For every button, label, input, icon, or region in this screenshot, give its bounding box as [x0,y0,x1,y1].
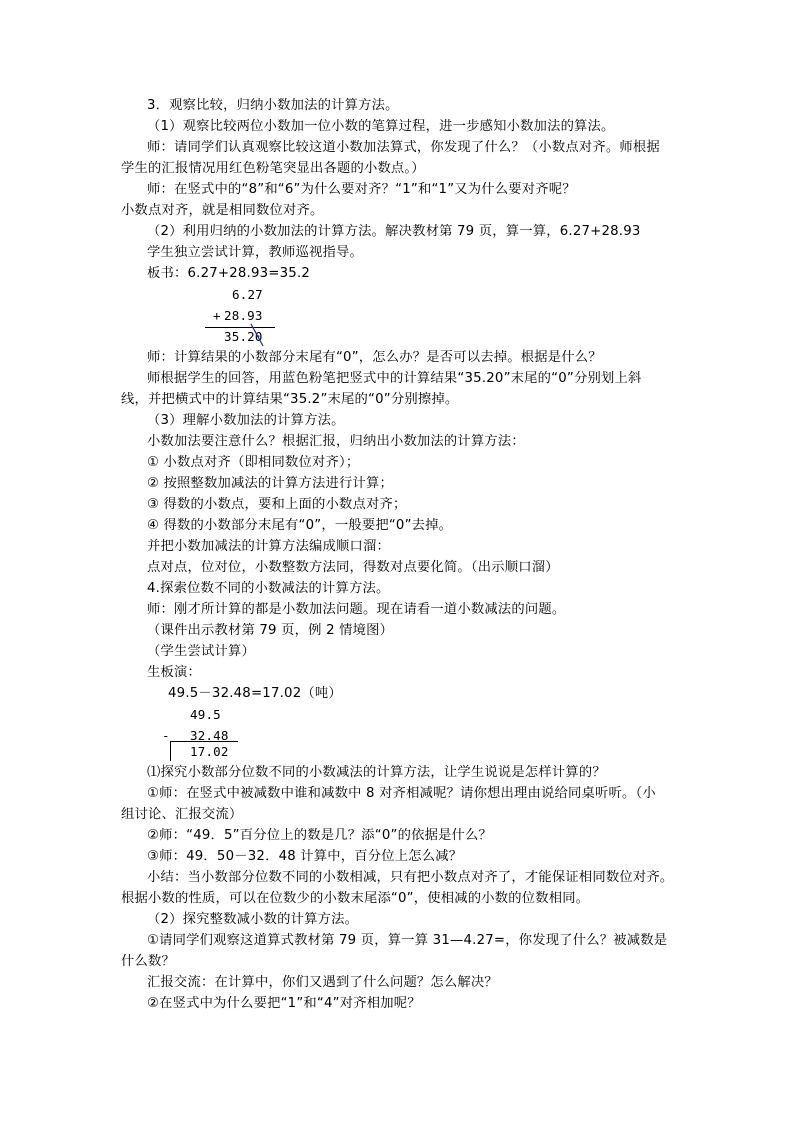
paragraph-line: 师：计算结果的小数部分末尾有“0”，怎么办？是否可以去掉。根据是什么？ [147,350,602,365]
subtraction-operator: - [162,728,170,743]
paragraph-line: 点对点，位对位，小数整数方法同，得数对点要化简。（出示顺口溜） [147,560,559,575]
rule-item-2: ② 按照整数加减法的计算方法进行计算； [147,476,393,491]
addition-top-number: 6.27 [232,287,263,302]
paragraph-line: 线，并把横式中的计算结果“35.2”末尾的“0”分别擦掉。 [121,392,459,407]
paragraph-line: 小数加法要注意什么？根据汇报，归纳出小数加法的计算方法： [147,434,525,449]
paragraph-line: 师：请同学们认真观察比较这道小数加法算式，你发现了什么？（小数点对齐。师根据 [147,140,660,155]
paragraph-line: 小结：当小数部分位数不同的小数相减，只有把小数点对齐了，才能保证相同数位对齐。 [147,870,674,885]
paragraph-line: 学生的汇报情况用红色粉笔突显出各题的小数点。） [121,161,425,176]
paragraph-line: 板书：6.27+28.93=35.2 [147,266,311,281]
addition-second-number: 28.93 [224,308,263,323]
paragraph-line: （学生尝试计算） [147,644,255,659]
section-4-heading: 4.探索位数不同的小数减法的计算方法。 [147,581,390,596]
rule-item-1: ① 小数点对齐（即相同数位对齐）； [147,455,360,470]
paragraph-line: 学生独立尝试计算，教师巡视指导。 [147,245,363,260]
subtraction-equation: 49.5－32.48=17.02（吨） [168,686,342,701]
section-3-heading: 3．观察比较，归纳小数加法的计算方法。 [147,98,399,113]
blue-slash-mark [248,322,268,348]
subtraction-result: 17.02 [190,744,229,759]
paragraph-line: ①师：在竖式中被减数中谁和减数中 8 对齐相减呢？请你想出理由说给同桌听听。（小 [147,786,656,801]
paragraph-line: 师：刚才所计算的都是小数加法问题。现在请看一道小数减法的问题。 [147,602,566,617]
paragraph-line: ②在竖式中为什么要把“1”和“4”对齐相加呢？ [147,996,421,1011]
paragraph-line: （3）理解小数加法的计算方法。 [147,413,345,428]
paragraph-line: ③师：49．50－32．48 计算中，百分位上怎么减？ [147,849,463,864]
paragraph-line: 师根据学生的回答，用蓝色粉笔把竖式中的计算结果“35.20”末尾的“0”分别划上斜 [147,371,642,386]
paragraph-line: 师：在竖式中的“8”和“6”为什么要对齐？“1”和“1”又为什么要对齐呢？ [147,182,576,197]
paragraph-line: （2）探究整数减小数的计算方法。 [147,912,359,927]
subtraction-top-number: 49.5 [190,707,221,722]
paragraph-line: （2）利用归纳的小数加法的计算方法。解决教材第 79 页，算一算，6.27+28.93 [147,224,641,239]
paragraph-line: 组讨论、汇报交流） [121,807,243,822]
paragraph-line: ②师：“49．5”百分位上的数是几？添“0”的依据是什么？ [147,828,493,843]
subtraction-second-number: 32.48 [190,728,229,743]
rule-item-4: ④ 得数的小数部分末尾有“0”，一般要把“0”去掉。 [147,518,453,533]
rule-item-3: ③ 得数的小数点，要和上面的小数点对齐； [147,497,407,512]
paragraph-line: 汇报交流：在计算中，你们又遇到了什么问题？怎么解决？ [147,975,498,990]
paragraph-line: （1）观察比较两位小数加一位小数的笔算过程，进一步感知小数加法的算法。 [147,119,615,134]
paragraph-line: 什么数？ [121,954,175,969]
paragraph-line: （课件出示教材第 79 页，例 2 情境图） [147,623,394,638]
paragraph-line: 小数点对齐，就是相同数位对齐。 [121,203,324,218]
addition-operator: + [213,308,221,323]
subtraction-divider-mark [170,741,171,761]
paragraph-line: 根据小数的性质，可以在位数少的小数末尾添“0”，使相减的小数的位数相同。 [121,891,590,906]
paragraph-line: 并把小数加减法的计算方法编成顺口溜： [147,539,390,554]
paragraph-line: ⑴探究小数部分位数不同的小数减法的计算方法，让学生说说是怎样计算的？ [147,765,606,780]
paragraph-line: 生板演： [147,665,201,680]
addition-result: 35.20 [224,329,263,344]
paragraph-line: ①请同学们观察这道算式教材第 79 页，算一算 31—4.27=，你发现了什么？被减数是 [147,933,668,948]
